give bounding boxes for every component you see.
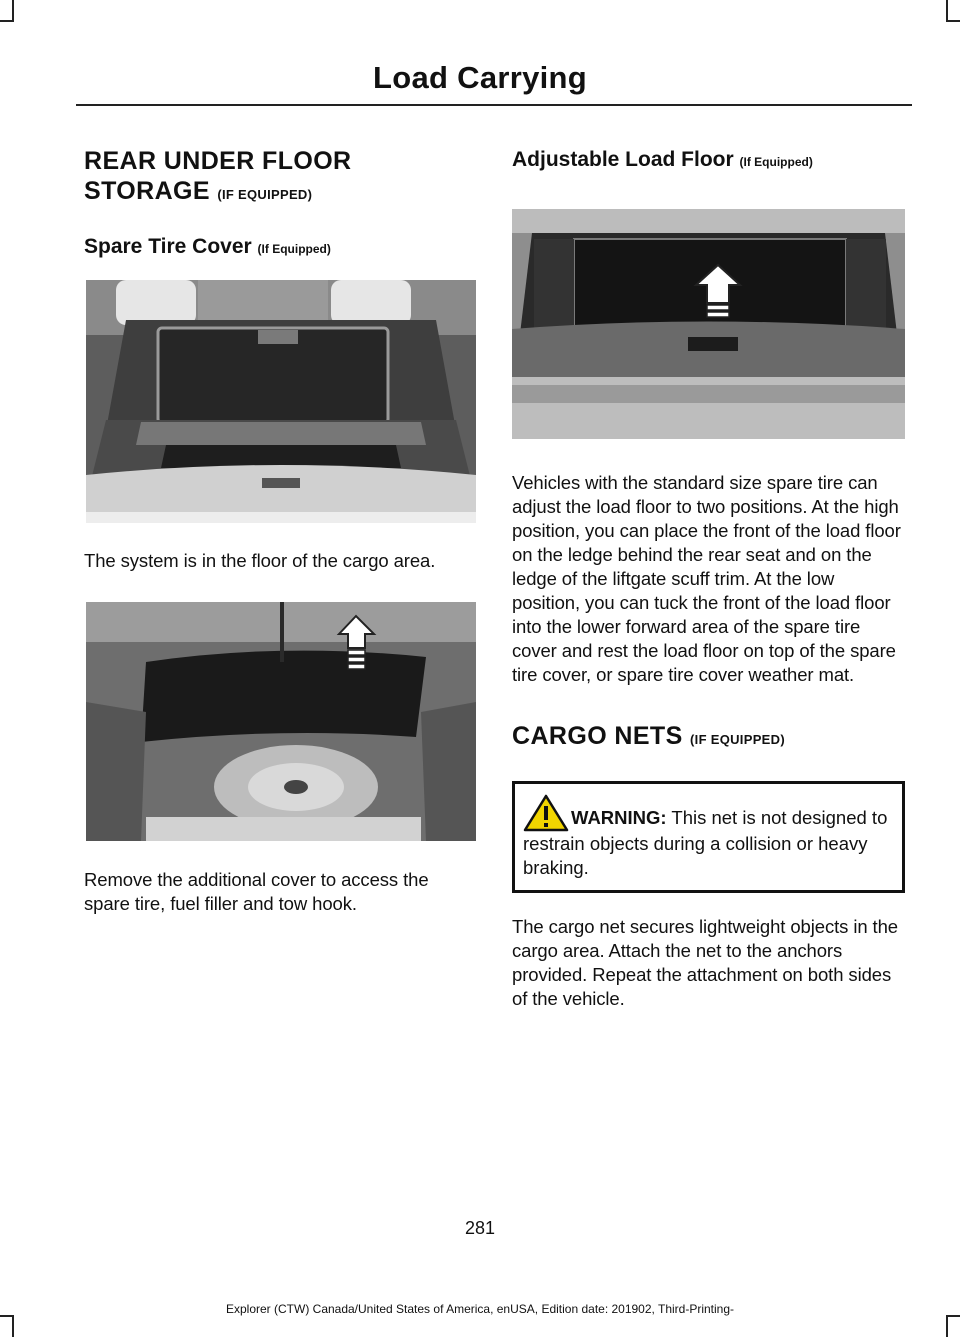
warning-box [512,781,905,893]
subheading-label: Adjustable Load Floor [512,148,734,171]
paragraph-cargo-net: The cargo net secures lightweight objects in the cargo area. Attach the net to the anchors provided. Repeat the attachment on both sides of the vehicle. [512,916,898,1009]
right-column [512,140,904,1011]
paragraph-remove-cover: Remove the additional cover to access the spare tire, fuel filler and tow hook. [84,869,429,914]
subheading-adjustable-load-floor [512,147,904,175]
warning-text: This net is not designed to restrain objects during a collision or heavy braking. [523,807,888,878]
section-qualifier: (IF EQUIPPED) [217,187,313,202]
crop-mark [946,20,960,22]
page-number: 281 [464,1218,496,1238]
subheading-spare-tire-cover [84,234,476,262]
crop-mark [12,1315,14,1337]
subheading-qualifier: (If Equipped) [257,242,331,256]
warning-triangle-icon [523,794,569,832]
subheading-label: Spare Tire Cover [84,235,252,258]
section-qualifier: (IF EQUIPPED) [690,732,785,747]
section-heading-line2: STORAGE [84,177,210,205]
crop-mark [946,1315,948,1337]
header-divider [76,104,912,106]
crop-mark [0,20,14,22]
subheading-qualifier: (If Equipped) [739,155,813,169]
crop-mark [12,0,14,22]
section-heading-rear-under-floor-storage [84,146,476,210]
crop-mark [946,0,948,22]
page-title: Load Carrying [372,60,588,95]
footer-edition-info: Explorer (CTW) Canada/United States of America, enUSA, Edition date: 201902, Third-Printing- [225,1302,735,1316]
section-heading-label: CARGO NETS [512,722,683,750]
adjustable-load-floor-illustration [512,209,905,439]
warning-paragraph [523,794,894,880]
paragraph-load-floor-positions: Vehicles with the standard size spare tire can adjust the load floor to two positions. At the high position, you can place the front of the load floor on the ledge behind the rear seat and on the ledge of the liftgate scuff trim. At the low position, you can tuck the front of the load floor into the lower forward area of the spare tire cover and rest the load floor on top of the spare tire cover, or spare tire cover weather mat. [512,472,901,685]
spare-tire-cover-illustration [86,280,476,523]
spare-tire-access-illustration [86,602,476,841]
warning-label: WARNING: [571,807,667,828]
paragraph-system-location: The system is in the floor of the cargo area. [84,550,436,571]
left-column [84,140,476,916]
section-heading-cargo-nets [512,721,904,755]
section-heading-line1: REAR UNDER FLOOR [84,147,352,175]
